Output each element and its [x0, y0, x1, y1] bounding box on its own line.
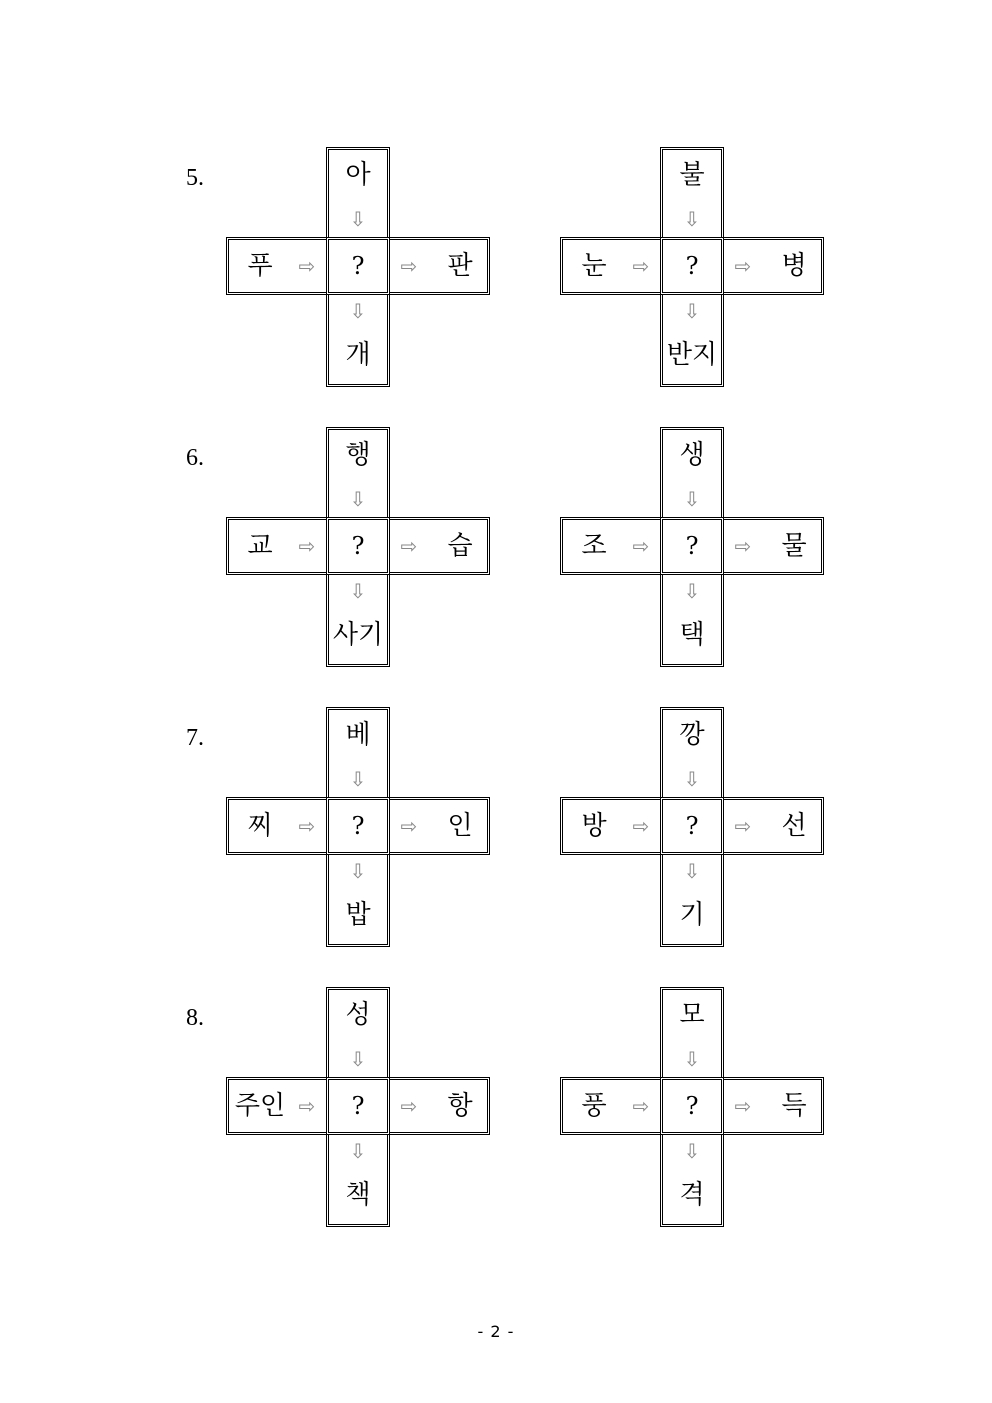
answer-blank: ?: [351, 532, 365, 560]
word-cross-puzzle: [560, 987, 824, 1227]
arrow-down-icon: ⇩: [683, 579, 701, 603]
left-syllable: 방: [581, 811, 607, 841]
question-number-5: 5.: [186, 165, 204, 191]
arrow-right-icon: ⇨: [400, 254, 418, 278]
bottom-syllable: 기: [679, 900, 705, 930]
arrow-down-icon: ⇩: [349, 207, 367, 231]
word-cross-puzzle: [560, 707, 824, 947]
arrow-right-icon: ⇨: [298, 814, 316, 838]
right-syllable: 습: [447, 531, 473, 561]
answer-blank: ?: [685, 1092, 699, 1120]
arrow-down-icon: ⇩: [683, 1047, 701, 1071]
arrow-right-icon: ⇨: [400, 534, 418, 558]
top-syllable: 아: [345, 160, 371, 190]
answer-blank: ?: [351, 1092, 365, 1120]
arrow-down-icon: ⇩: [349, 299, 367, 323]
arrow-right-icon: ⇨: [734, 1094, 752, 1118]
word-cross-puzzle: [226, 427, 490, 667]
arrow-down-icon: ⇩: [349, 487, 367, 511]
arrow-right-icon: ⇨: [298, 1094, 316, 1118]
question-number-7: 7.: [186, 725, 204, 751]
page-number: - 2 -: [477, 1322, 515, 1341]
word-cross-puzzle: [226, 987, 490, 1227]
arrow-down-icon: ⇩: [683, 767, 701, 791]
arrow-down-icon: ⇩: [349, 579, 367, 603]
arrow-right-icon: ⇨: [632, 814, 650, 838]
top-syllable: 생: [679, 440, 705, 470]
right-syllable: 병: [781, 251, 807, 281]
word-cross-puzzle: [560, 427, 824, 667]
bottom-syllable: 개: [345, 340, 371, 370]
top-syllable: 행: [345, 440, 371, 470]
arrow-right-icon: ⇨: [400, 814, 418, 838]
right-syllable: 선: [781, 811, 807, 841]
arrow-right-icon: ⇨: [734, 814, 752, 838]
answer-blank: ?: [685, 812, 699, 840]
top-syllable: 성: [345, 1000, 371, 1030]
word-cross-puzzle: [226, 707, 490, 947]
arrow-down-icon: ⇩: [349, 1139, 367, 1163]
word-cross-puzzle: [226, 147, 490, 387]
arrow-right-icon: ⇨: [734, 254, 752, 278]
arrow-down-icon: ⇩: [683, 487, 701, 511]
left-syllable: 풍: [581, 1091, 607, 1121]
arrow-right-icon: ⇨: [632, 534, 650, 558]
bottom-syllable: 책: [345, 1180, 371, 1210]
arrow-down-icon: ⇩: [683, 1139, 701, 1163]
arrow-right-icon: ⇨: [298, 534, 316, 558]
arrow-down-icon: ⇩: [683, 859, 701, 883]
answer-blank: ?: [351, 812, 365, 840]
top-syllable: 베: [345, 720, 371, 750]
word-cross-puzzle: [560, 147, 824, 387]
arrow-right-icon: ⇨: [298, 254, 316, 278]
arrow-down-icon: ⇩: [683, 299, 701, 323]
right-syllable: 항: [447, 1091, 473, 1121]
arrow-right-icon: ⇨: [632, 254, 650, 278]
arrow-right-icon: ⇨: [632, 1094, 650, 1118]
question-number-6: 6.: [186, 445, 204, 471]
bottom-syllable: 반지: [666, 340, 718, 370]
left-syllable: 눈: [581, 251, 607, 281]
answer-blank: ?: [685, 532, 699, 560]
left-syllable: 조: [581, 531, 607, 561]
arrow-right-icon: ⇨: [734, 534, 752, 558]
top-syllable: 모: [679, 1000, 705, 1030]
bottom-syllable: 택: [679, 620, 705, 650]
arrow-down-icon: ⇩: [349, 859, 367, 883]
top-syllable: 깡: [679, 720, 705, 750]
bottom-syllable: 격: [679, 1180, 705, 1210]
bottom-syllable: 밥: [345, 900, 371, 930]
bottom-syllable: 사기: [332, 620, 384, 650]
top-syllable: 불: [679, 160, 705, 190]
arrow-down-icon: ⇩: [683, 207, 701, 231]
right-syllable: 득: [781, 1091, 807, 1121]
arrow-down-icon: ⇩: [349, 1047, 367, 1071]
right-syllable: 물: [781, 531, 807, 561]
left-syllable: 주인: [234, 1091, 286, 1121]
arrow-down-icon: ⇩: [349, 767, 367, 791]
arrow-right-icon: ⇨: [400, 1094, 418, 1118]
answer-blank: ?: [685, 252, 699, 280]
answer-blank: ?: [351, 252, 365, 280]
right-syllable: 판: [447, 251, 473, 281]
right-syllable: 인: [447, 811, 473, 841]
left-syllable: 교: [247, 531, 273, 561]
left-syllable: 찌: [247, 811, 273, 841]
question-number-8: 8.: [186, 1005, 204, 1031]
left-syllable: 푸: [247, 251, 273, 281]
